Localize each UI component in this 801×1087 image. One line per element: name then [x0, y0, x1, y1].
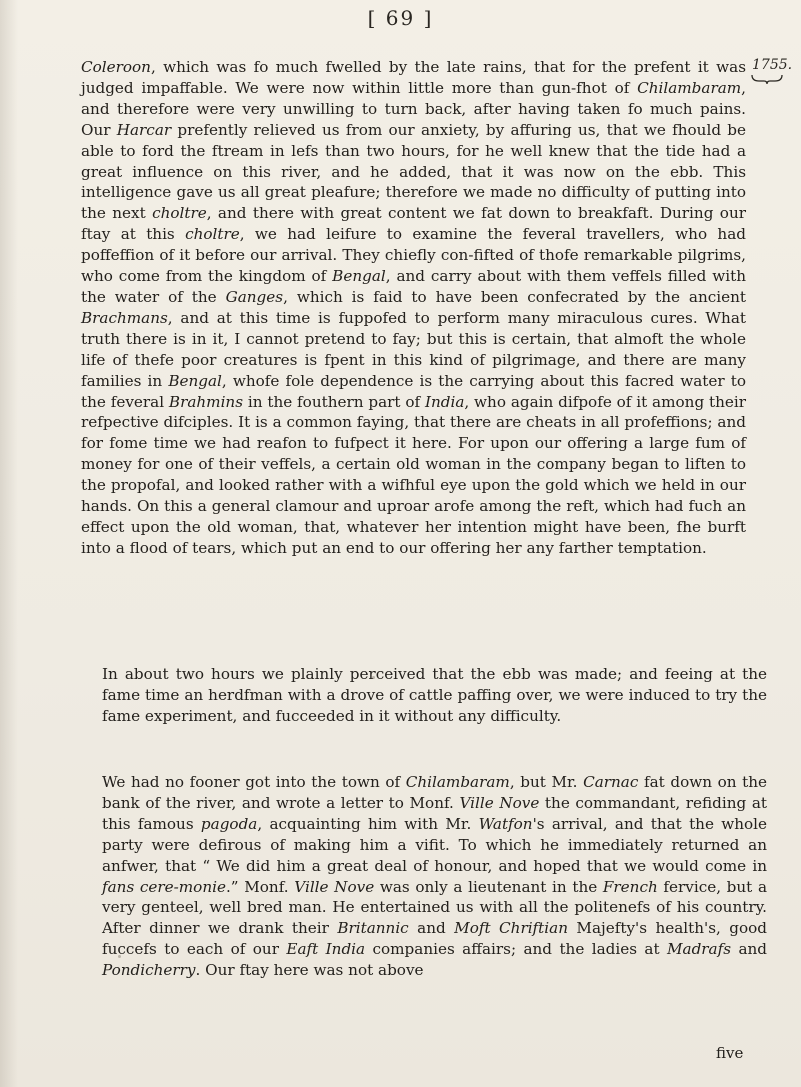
italic-text-run: pagoda — [200, 814, 258, 833]
text-run: in the fouthern part of — [243, 392, 425, 411]
italic-text-run: Pondicherry — [102, 961, 196, 980]
text-run: , which was fo much fwelled by the late rains, that for the prefent it was judged impaffable. We were now within little more than gun-fhot of — [81, 58, 746, 97]
italic-text-run: Chilambaram — [637, 78, 742, 97]
italic-text-run: Britannic — [337, 919, 409, 938]
text-run: prefently relieved us from our anxiety, by affuring us, that we fhould be able to ford the ftream in lefs than two hours, for he well knew that the tide had a great influence on this river, and he added, that it was now on the ebb. This intelligence gave us all great pleafure; therefore we made no difficulty of putting into the next — [81, 120, 746, 223]
italic-text-run: French — [602, 877, 658, 896]
italic-text-run: Chilambaram — [405, 773, 510, 791]
text-run: and — [408, 919, 455, 938]
catchword: five — [716, 1044, 744, 1062]
italic-text-run: choltre — [152, 204, 207, 223]
page-number: [ 69 ] — [367, 6, 434, 30]
marginal-year-note: 1755. — [752, 57, 793, 73]
italic-text-run: Bengal — [332, 267, 386, 286]
text-run: the commandant, refiding at this famous — [102, 793, 767, 833]
italic-text-run: Moft Chriftian — [454, 919, 568, 938]
marginal-brace-icon — [751, 73, 783, 85]
text-run: companies affairs; and the ladies at — [365, 940, 667, 959]
paper-speck — [420, 925, 423, 928]
paper-speck — [372, 676, 375, 679]
text-run: , who again difpofe of it among their refpective difciples. It is a common faying, that there are cheats in all profeffions; and for fome time we had reafon to fufpect it here. For upon our offering a large fum of money for one of their veffels, a certain old woman in the company began to liften to the propofal, and looked rather with a wifhful eye upon the gold which we held in our hands. On this a general clamour and uproar arofe among the reft, which had fuch an effect upon the old woman, that, whatever her intention might have been, fhe burft into a flood of tears, which put an end to our offering her any farther temptation. — [81, 392, 746, 557]
text-run: , whofe fole dependence is the carrying about this facred water to the feveral — [81, 371, 747, 411]
italic-text-run: Brahmins — [168, 392, 244, 411]
paper-speck — [118, 955, 121, 958]
italic-text-run: Harcar — [116, 120, 172, 139]
italic-text-run: Ville Nove — [459, 793, 540, 812]
italic-text-run: Madrafs — [666, 940, 732, 959]
italic-text-run: Carnac — [583, 773, 639, 791]
text-run: We had no fooner got into the town of — [102, 773, 406, 791]
text-run: was only a lieutenant in the — [374, 877, 603, 896]
text-run: . Our ftay here was not above — [195, 961, 424, 980]
text-run: , acquainting him with Mr. — [257, 814, 479, 833]
body-paragraph-3 — [81, 772, 767, 981]
italic-text-run: Ville Nove — [294, 877, 375, 896]
italic-text-run: Watfon — [478, 814, 533, 833]
text-run: 's arrival, and that the whole party were defirous of making him a vifit. To which he immediately returned an anfwer, that “ We did him a great deal of honour, and hoped that we would come in — [102, 814, 767, 875]
body-paragraph-1 — [81, 57, 746, 559]
text-run: fat down on the bank of the river, and wrote a letter to Monf. — [102, 773, 768, 812]
text-run: , we had leifure to examine the feveral travellers, who had poffeffion of it before our arrival. They chiefly con-fifted of thofe remarkable pilgrims, who come from the kingdom of — [81, 225, 746, 286]
text-run: In about two hours we plainly perceived that the ebb was made; and feeing at the fame time an herdfman with a drove of cattle paffing over, we were induced to try the fame experiment, and fucceeded in it without any difficulty. — [102, 665, 767, 725]
italic-text-run: Brachmans — [81, 308, 168, 327]
text-run: Majefty's health's, good fuccefs to each of our — [102, 919, 768, 959]
italic-text-run: fans cere-monie — [102, 877, 226, 896]
italic-text-run: Coleroon — [81, 58, 151, 76]
body-paragraph-2 — [81, 664, 767, 727]
text-run: , and at this time is fuppofed to perform many miraculous cures. What truth there is in it, I cannot pretend to fay; but this is certain, that almoft the whole life of thefe poor creatures is fpent in this kind of pilgrimage, and there are many families in — [81, 308, 746, 390]
italic-text-run: choltre — [185, 225, 240, 244]
text-run: and — [731, 940, 767, 959]
text-run: , and therefore were very unwilling to turn back, after having taken fo much pains. Our — [81, 78, 746, 139]
text-run: .” Monf. — [225, 877, 295, 896]
text-run: , and there with great content we fat down to breakfaft. During our ftay at this — [81, 204, 746, 244]
text-run: , which is faid to have been confecrated by the ancient — [283, 287, 746, 306]
italic-text-run: India — [424, 392, 465, 411]
page-edge-shadow — [0, 0, 18, 1087]
italic-text-run: Bengal — [168, 371, 222, 390]
text-run: , but Mr. — [509, 773, 584, 791]
text-run: fervice, but a very genteel, well bred man. He entertained us with all the politenefs of his country. After dinner we drank their — [102, 877, 767, 938]
italic-text-run: Ganges — [225, 287, 284, 306]
italic-text-run: Eaft India — [286, 940, 366, 959]
text-run: , and carry about with them veffels filled with the water of the — [81, 267, 746, 306]
